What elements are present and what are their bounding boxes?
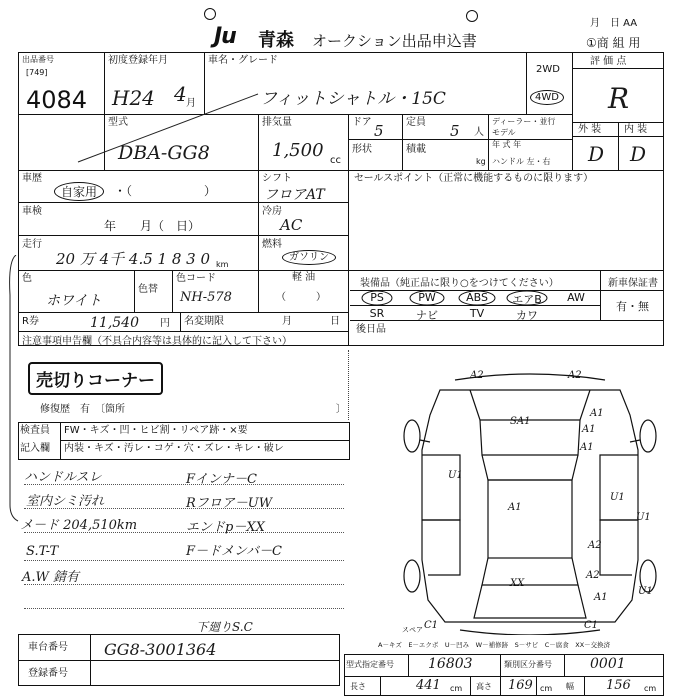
- equipment-label: 装備品（純正品に限り○をつけてください）: [360, 278, 559, 289]
- equip-navi: ナビ: [416, 309, 438, 322]
- spare-label: スペア: [402, 626, 423, 634]
- diagram-legend: A－キズ E－エクボ U－凹み W－補修跡 S－サビ C－腐食 XX－交換済: [378, 641, 611, 649]
- margin-bracket: [2, 255, 22, 535]
- width-value: 156: [606, 678, 631, 693]
- equipment-row2: [352, 307, 600, 323]
- note-left-3: メ－ド 204,510km: [20, 518, 138, 533]
- name-change-day: 日: [330, 316, 340, 327]
- exterior-label: 外 装: [578, 124, 602, 135]
- lot-number: 4084: [26, 86, 88, 114]
- mark-u1-left: U1: [448, 470, 463, 481]
- dealer-year-label: 年 式 年: [492, 140, 522, 149]
- chassis-value: GG8-3001364: [104, 640, 217, 659]
- length-unit: cm: [450, 684, 463, 693]
- width-unit: cm: [644, 684, 657, 693]
- note-left-4: S.T-T: [26, 544, 59, 559]
- brand-name: 青森: [258, 30, 294, 51]
- post-date-label: 後日品: [356, 324, 386, 335]
- height-label: 高さ: [476, 682, 492, 691]
- mark-a1-r2: A1: [582, 424, 596, 435]
- equip-ps: PS: [370, 291, 384, 304]
- equip-abs: ABS: [466, 291, 488, 304]
- capacity-value: 5: [450, 122, 460, 140]
- equip-sr: SR: [369, 307, 385, 320]
- check-label-2: 記入欄: [20, 443, 50, 454]
- copy-label: ①商 組 用: [586, 36, 641, 50]
- check-label-1: 検査員: [20, 425, 50, 436]
- punch-hole-left: [204, 8, 216, 20]
- brand-logo: Ju: [214, 24, 236, 49]
- registration-label: 登録番号: [28, 668, 68, 679]
- rating-value: R: [608, 82, 630, 115]
- mark-xx-rear: XX: [510, 578, 525, 589]
- first-reg-label: 初度登録年月: [108, 55, 168, 66]
- mileage-label: 走行: [22, 239, 42, 250]
- drive-4wd: 4WD: [530, 90, 564, 105]
- note-left-2: 室内シミ汚れ: [26, 494, 105, 509]
- mileage-unit: km: [216, 260, 229, 269]
- strike-mark: [18, 88, 278, 168]
- fuel-gasoline: ガソリン: [282, 250, 336, 265]
- recycle-value: 11,540: [90, 315, 139, 331]
- displacement-label: 排気量: [262, 117, 292, 128]
- car-damage-diagram: [400, 360, 670, 635]
- model-label: 型式: [108, 117, 128, 128]
- car-name-value: フィットシャトル・15C: [260, 89, 446, 109]
- check-row-2: 内装・キズ・汚レ・コゲ・穴・ズレ・キレ・破レ: [64, 443, 284, 454]
- first-reg-month: 4: [174, 82, 187, 106]
- doors-value: 5: [374, 122, 384, 140]
- check-row-1: FW・キズ・凹・ヒビ割・リペア跡・×要: [64, 425, 248, 436]
- load-unit: kg: [476, 157, 486, 166]
- color-change-label: 色替: [138, 284, 158, 295]
- warranty-value: 有・無: [616, 300, 649, 313]
- mark-u1-right: U1: [610, 492, 625, 503]
- shift-value: フロアAT: [264, 187, 325, 203]
- recycle-unit: 円: [160, 318, 170, 329]
- dealer-label: ディーラー・並行: [492, 117, 556, 126]
- cooler-label: 冷房: [262, 206, 282, 217]
- note-right-5: 下廻りS.C: [196, 620, 253, 634]
- lot-sub: [749]: [26, 68, 48, 77]
- shape-label: 形状: [352, 144, 372, 155]
- equip-aw: AW: [567, 291, 585, 304]
- note-right-2: Rフロア－UW: [186, 496, 273, 511]
- load-label: 積載: [406, 144, 426, 155]
- doors-label: ドア: [352, 117, 372, 128]
- inspection-template: 年 月（ 日）: [104, 219, 201, 233]
- mark-a1-roof: A1: [508, 502, 522, 513]
- model-value: DBA-GG8: [118, 142, 210, 164]
- interior-value: D: [630, 142, 647, 166]
- displacement-value: 1,500: [272, 140, 324, 161]
- mark-sa1: SA1: [510, 416, 531, 427]
- mark-c1-2: C1: [424, 620, 439, 631]
- color-code-label: 色コード: [176, 273, 216, 284]
- inspection-label: 車検: [22, 206, 42, 217]
- class-value: 0001: [590, 656, 626, 672]
- fuel-other: （ ）: [276, 292, 326, 303]
- note-right-4: F－ドメンバ－C: [186, 544, 282, 559]
- first-reg-year: H24: [112, 86, 155, 110]
- cooler-value: AC: [280, 216, 303, 234]
- history-label: 車歴: [22, 173, 42, 184]
- dealer-model-label: モデル: [492, 128, 516, 137]
- notes-dots: [348, 350, 350, 420]
- note-right-3: エンドp－XX: [186, 520, 265, 535]
- form-title: オークション出品申込書: [312, 32, 477, 50]
- date-labels: 月 日 AA: [590, 18, 638, 29]
- equip-airbag: エアB: [512, 293, 542, 306]
- punch-hole-right: [466, 10, 478, 22]
- mark-a1-rear: A1: [594, 592, 608, 603]
- drive-2wd: 2WD: [536, 64, 560, 75]
- notes-label: 注意事項申告欄（不具合内容等は具体的に記入して下さい）: [22, 336, 292, 347]
- displacement-unit: cc: [330, 155, 341, 166]
- fuel-label: 燃料: [262, 239, 282, 250]
- mark-u1-right-outer: U1: [636, 512, 651, 523]
- fuel-light-oil: 軽 油: [292, 272, 316, 283]
- equip-pw: PW: [418, 291, 436, 304]
- mark-a2-front-left: A2: [470, 370, 484, 381]
- note-left-1: ハンドルスレ: [24, 470, 102, 485]
- mark-a1-r3: A1: [580, 442, 594, 453]
- name-change-label: 名変期限: [184, 316, 224, 327]
- capacity-label: 定員: [406, 117, 426, 128]
- mark-a1-r1: A1: [590, 408, 604, 419]
- length-value: 441: [416, 678, 441, 693]
- type-label: 型式指定番号: [346, 660, 394, 669]
- mark-a2-rear-right: A2: [586, 570, 600, 581]
- color-label: 色: [22, 273, 32, 284]
- width-label: 幅: [566, 682, 574, 691]
- mark-a2-front-right: A2: [568, 370, 582, 381]
- handle-label: ハンドル 左・右: [492, 157, 551, 166]
- length-label: 長さ: [350, 682, 366, 691]
- shift-label: シフト: [262, 173, 292, 184]
- interior-label: 内 装: [624, 124, 648, 135]
- history-value: 自家用: [54, 182, 104, 201]
- type-value: 16803: [428, 656, 473, 672]
- sales-points-label: セールスポイント（正常に機能するものに限ります）: [354, 173, 594, 184]
- mark-c1-1: C1: [584, 620, 599, 631]
- exterior-value: D: [588, 142, 605, 166]
- history-rest: ・（ ）: [114, 184, 217, 198]
- note-right-1: Fインナ－C: [186, 472, 257, 487]
- repair-bracket: 〕: [336, 404, 346, 415]
- equip-tv: TV: [469, 307, 485, 320]
- height-unit: cm: [540, 684, 553, 693]
- equip-blank: [552, 307, 600, 323]
- capacity-unit: 人: [474, 127, 484, 138]
- name-change-month: 月: [282, 316, 292, 327]
- equip-leather: カワ: [516, 309, 538, 322]
- height-value: 169: [508, 678, 533, 693]
- mark-a2-right: A2: [588, 540, 602, 551]
- recycle-label: R券: [22, 316, 39, 327]
- color-value: ホワイト: [46, 293, 102, 309]
- notes-stamp: 売切りコーナー: [28, 362, 163, 395]
- warranty-label: 新車保証書: [608, 278, 658, 289]
- lot-label: 出品番号: [22, 55, 54, 64]
- note-left-5: A.W 錆有: [22, 570, 80, 585]
- car-name-label: 車名・グレード: [208, 55, 278, 66]
- mark-u1-rear: U1: [638, 586, 653, 597]
- color-code-value: NH-578: [180, 290, 232, 305]
- chassis-label: 車台番号: [28, 642, 68, 653]
- rating-label: 評 価 点: [590, 56, 627, 67]
- repair-label: 修復歴 有 〔箇所: [40, 404, 125, 415]
- class-label: 類別区分番号: [504, 660, 552, 669]
- mileage-value: 20 万 4千 4.5 1 8 3 0: [56, 250, 211, 268]
- first-reg-month-unit: 月: [186, 98, 196, 109]
- equipment-circles: [352, 289, 602, 307]
